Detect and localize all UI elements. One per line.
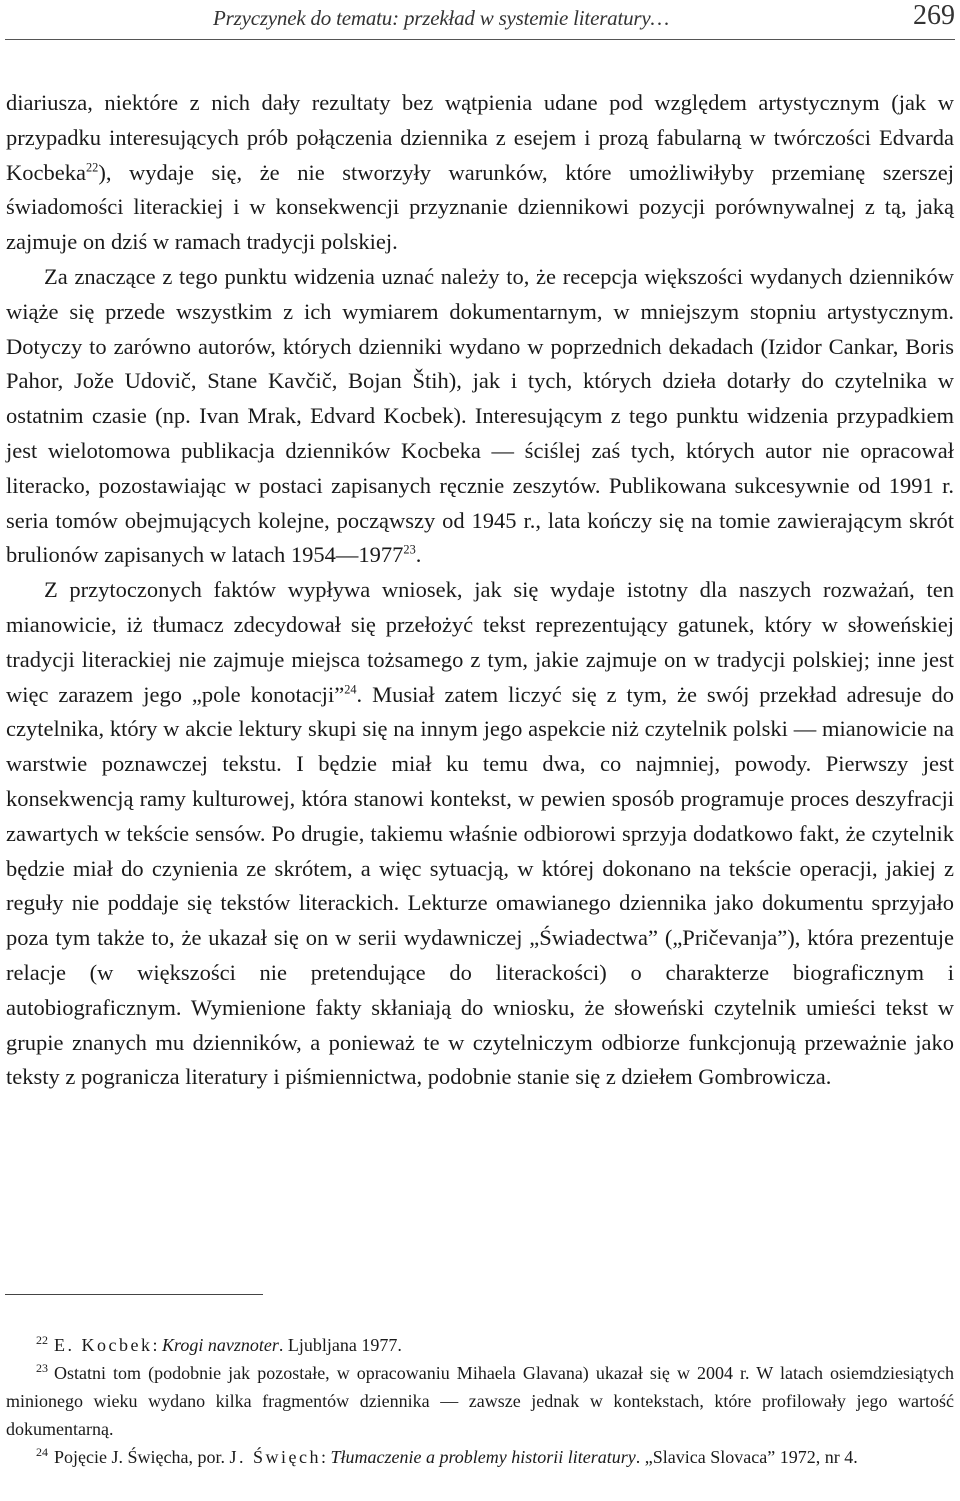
paragraph-3	[6, 573, 954, 1095]
footnote-ref-24[interactable]: 24	[344, 682, 357, 697]
footnote-author: E. Kocbek	[54, 1335, 153, 1355]
footnote-pre: Pojęcie J. Święcha, por.	[54, 1447, 230, 1467]
page-number: 269	[913, 0, 955, 31]
footnote-ref-23[interactable]: 23	[403, 542, 416, 557]
page-header	[0, 0, 960, 44]
paragraph-2-text-b: .	[415, 542, 422, 568]
footnote-22	[6, 1331, 954, 1359]
running-title: Przyczynek do tematu: przekład w systemie literatury…	[213, 6, 669, 30]
main-text	[6, 86, 954, 1095]
footnote-separator	[5, 1294, 263, 1295]
footnote-number: 23	[36, 1361, 48, 1375]
footnote-number: 22	[36, 1333, 48, 1347]
paragraph-1	[6, 86, 954, 260]
footnotes	[6, 1331, 954, 1471]
footnote-23	[6, 1359, 954, 1443]
footnote-separator-text: :	[320, 1447, 331, 1467]
paragraph-1-text-a: diariusza, niektóre z nich dały rezultaty bez wątpienia udane pod względem artystycznym (jak w przypadku interesujących prób połączenia dziennika z esejem i prozą fabularną w twórczości Edvarda Kocbeka	[6, 90, 954, 185]
footnote-number: 24	[36, 1445, 48, 1459]
footnote-separator-text: :	[152, 1335, 162, 1355]
paragraph-1-text-b: ), wydaje się, że nie stworzyły warunków, które umożliwiłyby przemianę szerszej świadomości literackiej i w konsekwencji przyznanie dziennikowi pozycji porównywalnej z tą, jaką zajmuje on dziś w ramach tradycji polskiej.	[6, 159, 954, 255]
header-rule	[5, 39, 955, 40]
footnote-title: Tłumaczenie a problemy historii literatury	[330, 1447, 636, 1467]
footnote-author: J. Święch	[229, 1447, 321, 1467]
footnote-title: Krogi navznoter	[162, 1335, 279, 1355]
footnote-24	[6, 1443, 954, 1471]
footnote-rest: . „Slavica Slovaca” 1972, nr 4.	[635, 1447, 858, 1467]
paragraph-2-text-a: Za znaczące z tego punktu widzenia uznać należy to, że recepcja większości wydanych dzienników wiąże się przede wszystkim z ich wymiarem dokumentarnym, w mniejszym stopniu artystycznym. Dotyczy to zarówno autorów, których dzienniki wydano w poprzednich dekadach (Izidor Cankar, Boris Pahor, Jože Udovič, Stane Kavčič, Bojan Štih), jak i tych, których dzieła dotarły do czytelnika w ostatnim czasie (np. Ivan Mrak, Edvard Kocbek). Interesującym z tego punktu widzenia przypadkiem jest wielotomowa publikacja dzienników Kocbeka — ściślej zaś tych, których autor nie opracował literacko, pozostawiając w postaci zapisanych ręcznie zeszytów. Publikowana sukcesywnie od 1991 r. seria tomów obejmujących kolejne, począwszy od 1945 r., lata kończy się na tomie zawierającym skrót brulionów zapisanych w latach 1954—1977	[6, 263, 954, 568]
paragraph-2	[6, 260, 954, 573]
footnote-rest: . Ljubljana 1977.	[278, 1335, 402, 1355]
footnote-ref-22[interactable]: 22	[85, 160, 99, 175]
paragraph-3-text-a: Z przytoczonych faktów wypływa wniosek, jak się wydaje istotny dla naszych rozważań, ten mianowicie, iż tłumacz zdecydował się przełożyć tekst reprezentujący gatunek, który w słoweńskiej tradycji literackiej nie zajmuje miejsca tożsamego z tym, jakie zajmuje on w tradycji polskiej; inne jest więc zarazem jego „pole konotacji”	[6, 577, 954, 707]
paragraph-3-text-b: . Musiał zatem liczyć się z tym, że swój przekład adresuje do czytelnika, który w akcie lektury skupi się na innym jego aspekcie niż czytelnik polski — mianowicie na warstwie poznawczej tekstu. I będzie miał ku temu dwa, co najmniej, powody. Pierwszy jest konsekwencją ramy kulturowej, która stanowi kontekst, w pewien sposób programuje proces deszyfracji zawartych w tekście sensów. Po drugie, takiemu właśnie odbiorowi sprzyja dodatkowo fakt, że czytelnik będzie miał do czynienia ze skrótem, a więc sytuacją, w której dokonano na tekście operacji, jakiej z reguły nie poddaje się tekstów literackich. Lekturze omawianego dziennika jako dokumentu sprzyjało poza tym także to, że ukazał się on w serii wydawniczej „Świadectwa” („Pričevanja”), która prezentuje relacje (w większości nie pretendujące do literackości) o charakterze biograficznym i autobiograficznym. Wymienione fakty skłaniają do wniosku, że słoweński czytelnik umieści tekst w grupie znanych mu dzienników, a ponieważ te w czytelniczym odbiorze funkcjonują przeważnie jako teksty z pogranicza literatury i piśmiennictwa, podobnie stanie się z dziełem Gombrowicza.	[6, 681, 954, 1090]
footnote-text: Ostatni tom (podobnie jak pozostałe, w opracowaniu Mihaela Glavana) ukazał się w 2004 r. W latach osiemdziesiątych minionego wieku wydano kilka fragmentów dziennika — zawsze jednak w kontekstach, które profilowały jego wartość dokumentarną.	[6, 1363, 954, 1439]
